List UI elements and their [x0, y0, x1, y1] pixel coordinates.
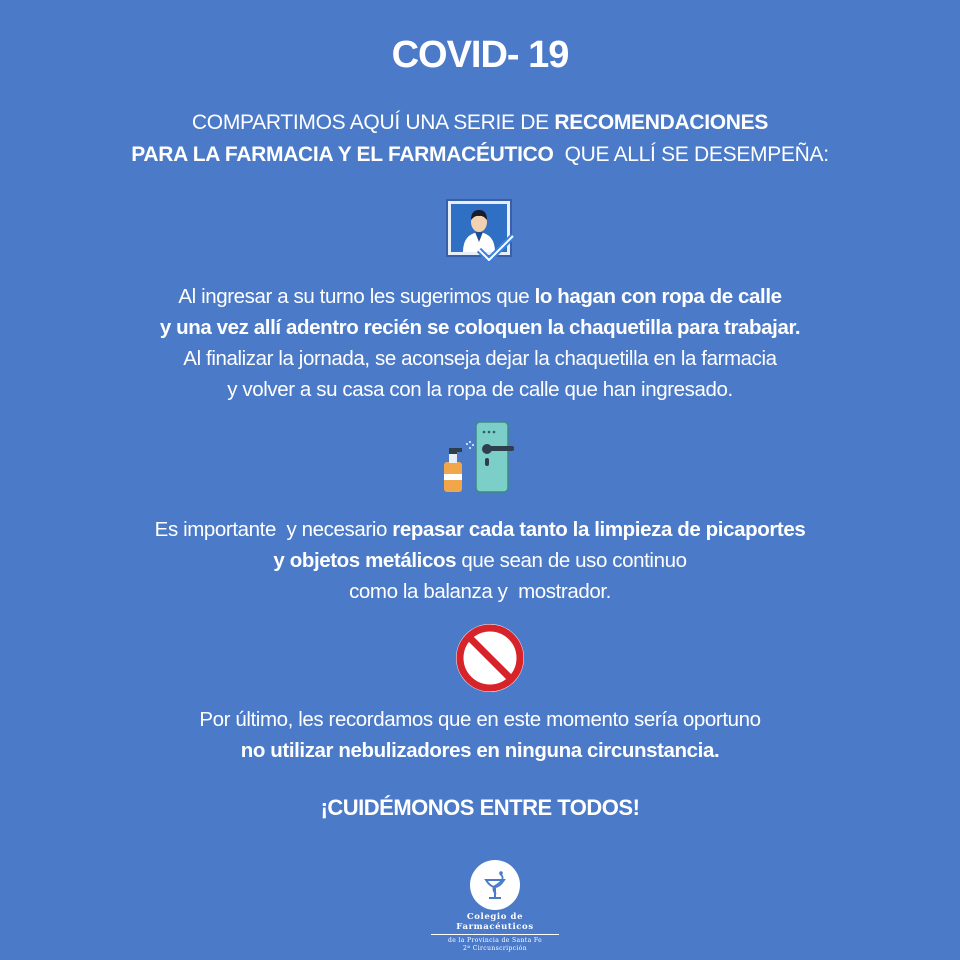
intro-line-2: PARA LA FARMACIA Y EL FARMACÉUTICO QUE ALLÍ SE DESEMPEÑA:	[131, 143, 829, 166]
page-title: COVID- 19	[391, 34, 569, 76]
tip-1-line-1: Al ingresar a su turno les sugerimos que lo hagan con ropa de calle	[178, 285, 782, 308]
closing-slogan: ¡CUIDÉMONOS ENTRE TODOS!	[320, 795, 640, 820]
tip-1-text	[0, 281, 960, 405]
intro-text	[0, 107, 960, 171]
logo-province: de la Provincia de Santa Fe	[447, 937, 543, 944]
prohibited-icon	[451, 621, 529, 700]
pharmacist-checked-icon	[445, 198, 517, 269]
tip-2-line-2: y objetos metálicos que sean de uso continuo	[273, 549, 687, 572]
tip-3-line-2: no utilizar nebulizadores en ninguna circunstancia.	[240, 739, 720, 762]
logo-name: Colegio de Farmacéuticos	[456, 912, 534, 932]
tip-3-line-1: Por último, les recordamos que en este momento sería oportuno	[199, 708, 761, 731]
intro-line-1: COMPARTIMOS AQUÍ UNA SERIE DE RECOMENDACIONES	[191, 111, 769, 134]
tip-1-line-2: y una vez allí adentro recién se coloquen la chaquetilla para trabajar.	[159, 316, 801, 339]
logo-district: 2ª Circunscripción	[462, 945, 528, 952]
colegio-logo	[430, 860, 560, 953]
spray-door-handle-icon	[440, 418, 520, 499]
caduceus-cup-icon	[470, 860, 520, 910]
tip-1-line-3: Al finalizar la jornada, se aconseja dejar la chaquetilla en la farmacia	[183, 347, 777, 370]
tip-1-line-4: y volver a su casa con la ropa de calle que han ingresado.	[227, 378, 733, 401]
tip-2-line-1: Es importante y necesario repasar cada tanto la limpieza de picaportes	[154, 518, 806, 541]
tip-3-text	[0, 704, 960, 766]
tip-2-text	[0, 514, 960, 607]
logo-divider	[431, 934, 559, 935]
tip-2-line-3: como la balanza y mostrador.	[349, 580, 611, 603]
